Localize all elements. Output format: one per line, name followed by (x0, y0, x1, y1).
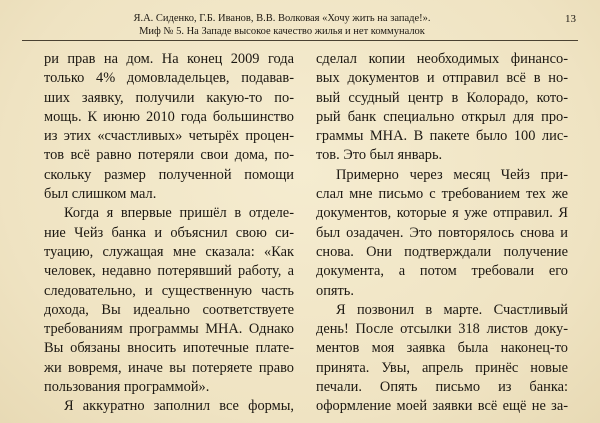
right-column (316, 50, 568, 417)
running-header (22, 12, 578, 41)
text-line: печали. Опять письмо из банка: (316, 379, 568, 396)
text-line: Когда я впервые пришёл в отделе- (64, 205, 294, 222)
text-line: ри прав на дом. На конец 2009 года (44, 51, 294, 67)
text-line: документа, а потом требовали его (316, 263, 568, 280)
text-line: тов. Это был январь. (316, 147, 443, 164)
text-line: скольку размер полученной помощи (44, 166, 294, 183)
header-line-2: Миф № 5. На Западе высокое качество жилья и нет коммуналок (139, 26, 425, 37)
text-line: снова. Они подтверждали получение (316, 243, 568, 260)
text-line: следовательно, и существенную часть (44, 282, 294, 299)
text-line: Примерно через месяц Чейз при- (336, 166, 568, 183)
text-line: принята. Увы, апрель принёс новые (316, 359, 568, 376)
text-line: день! После отсылки 318 листов доку- (316, 321, 568, 338)
text-line: слал мне письмо с требованием тех же (316, 186, 568, 203)
text-line: Я аккуратно заполнил все формы, (64, 398, 294, 415)
text-line: только 4% домовладельцев, подавав- (44, 70, 294, 87)
text-line: мощь. К июню 2010 года большинство (44, 108, 294, 125)
text-line: Вы обязаны вносить ипотечные плате- (44, 340, 294, 357)
text-line: опять. (316, 282, 354, 299)
page-number: 13 (565, 13, 576, 25)
text-line: Я позвонил в марте. Счастливый (336, 301, 568, 318)
text-line: жи вовремя, иначе вы потеряете право (44, 359, 294, 376)
text-line: дохода, Вы идеально соответствуете (44, 301, 294, 318)
text-line: рый банк специально открыл для про- (316, 108, 568, 125)
left-column (44, 50, 294, 417)
text-line: ментов моя заявка была наконец-то (316, 340, 568, 357)
text-line: тов всё равно потеряли свои дома, по- (44, 147, 294, 164)
text-line: ние Чейз банка и объяснил свою си- (44, 224, 294, 241)
header-line-1: Я.А. Сиденко, Г.Б. Иванов, В.В. Волковая «Хочу жить на западе!». (133, 13, 431, 24)
text-line: туацию, служащая мне сказала: «Как (44, 243, 294, 260)
text-line: человек, недавно потерявший работу, а (44, 263, 294, 280)
text-line: документов, которые я уже отправил. Я (316, 205, 568, 222)
text-line: был слишком мал. (44, 186, 157, 203)
text-line: ших заявку, получили какую-то по- (44, 89, 294, 106)
text-line: требованиям программы МНА. Однако (44, 321, 294, 338)
header-text (22, 12, 542, 38)
text-line: пользования программой». (44, 379, 210, 396)
text-line: из этих «счастливых» четырёх процен- (44, 128, 294, 145)
text-line: оформление моей заявки всё ещё не за- (316, 398, 568, 415)
text-line: граммы МНА. В пакете было 100 лис- (316, 128, 568, 145)
text-line: был озадачен. Это повторялось снова и (316, 224, 568, 241)
text-line: сделал копии необходимых финансо- (316, 51, 568, 67)
text-line: вый ссудный центр в Колорадо, кото- (316, 89, 568, 106)
text-line: вых документов и отправил всё в но- (316, 70, 568, 87)
